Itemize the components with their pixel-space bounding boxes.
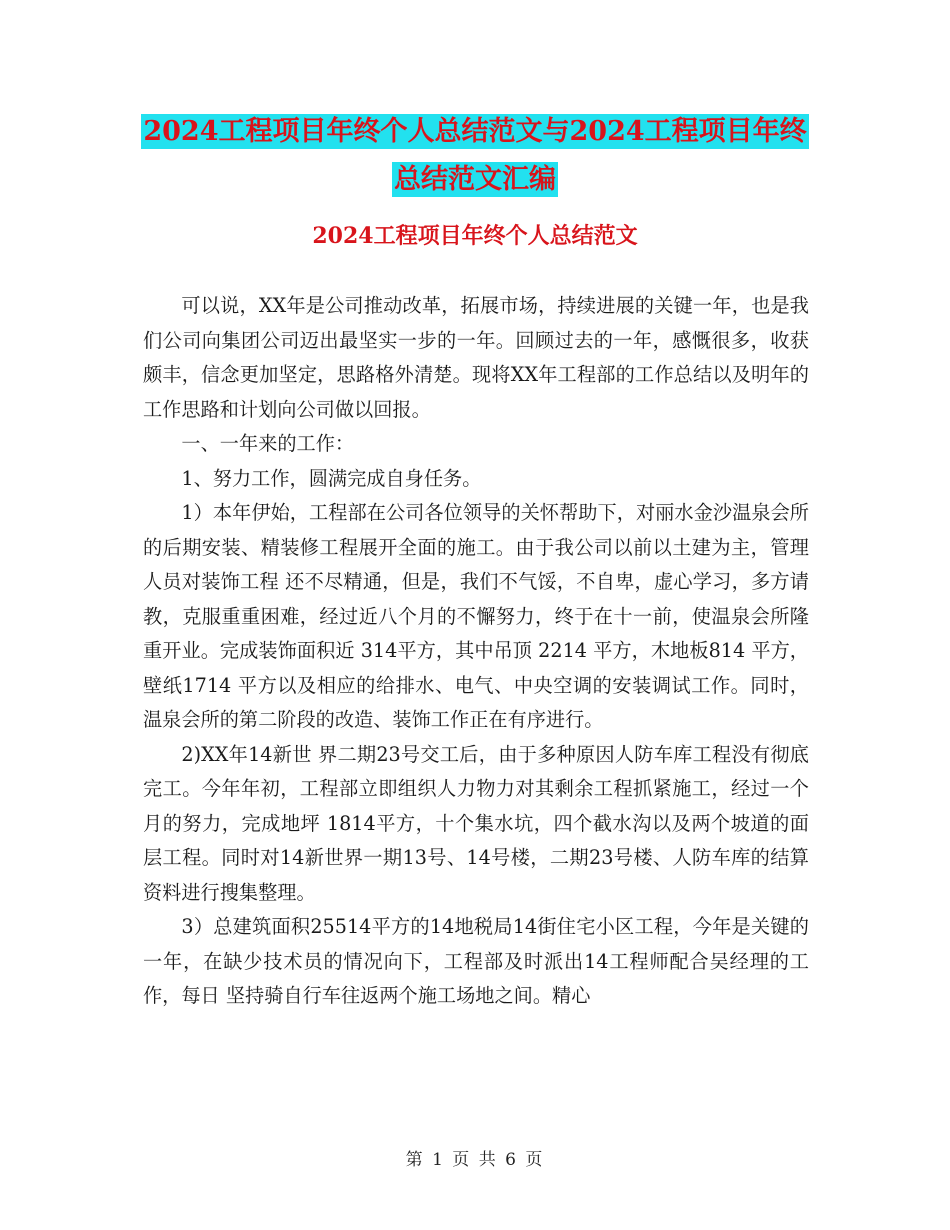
paragraph-item-2: 2)XX年14新世 界二期23号交工后，由于多种原因人防车库工程没有彻底完工。今年年初，工程部立即组织人力物力对其剩余工程抓紧施工，经过一个月的努力，完成地坪 1814平方，十个集水坑，四个截水沟以及两个坡道的面层工程。同时对14新世界一期13号、14号楼，二期23号楼、人防车库的结算资料进行搜集整理。 <box>143 742 809 904</box>
document-title <box>0 108 950 204</box>
document-body <box>143 289 809 1014</box>
paragraph-item-1: 1）本年伊始，工程部在公司各位领导的关怀帮助下，对丽水金沙温泉会所的后期安装、精装修工程展开全面的施工。由于我公司以前以土建为主，管理人员对装饰工程 还不尽精通，但是，我们不气馁，不自卑，虚心学习，多方请教，克服重重困难，经过近八个月的不懈努力，终于在十一前，使温泉会所隆重开业。完成装饰面积近 314平方，其中吊顶 2214 平方，木地板814 平方，壁纸1714 平方以及相应的给排水、电气、中央空调的安装调试工作。同时，温泉会所的第二阶段的改造、装饰工作正在有序进行。 <box>143 501 809 731</box>
subheading-complete-tasks: 1、努力工作，圆满完成自身任务。 <box>181 466 482 490</box>
document-title-line-1: 2024工程项目年终个人总结范文与2024工程项目年终 <box>143 116 807 147</box>
section-title: 2024工程项目年终个人总结范文 <box>312 223 638 249</box>
document-title-line-2: 总结范文汇编 <box>394 164 556 195</box>
heading-year-work: 一、一年来的工作： <box>181 432 355 455</box>
page-footer: 第 1 页 共 6 页 <box>405 1150 545 1170</box>
paragraph-item-3: 3）总建筑面积25514平方的14地税局14街住宅小区工程，今年是关键的一年，在缺少技术员的情况向下，工程部及时派出14工程师配合吴经理的工作，每日 坚持骑自行车往返两个施工场地之间。精心 <box>143 915 809 1007</box>
paragraph-intro: 可以说，XX年是公司推动改革，拓展市场，持续进展的关键一年，也是我们公司向集团公司迈出最坚实一步的一年。回顾过去的一年，感慨很多，收获颇丰，信念更加坚定，思路格外清楚。现将XX年工程部的工作总结以及明年的工作思路和计划向公司做以回报。 <box>143 294 809 421</box>
